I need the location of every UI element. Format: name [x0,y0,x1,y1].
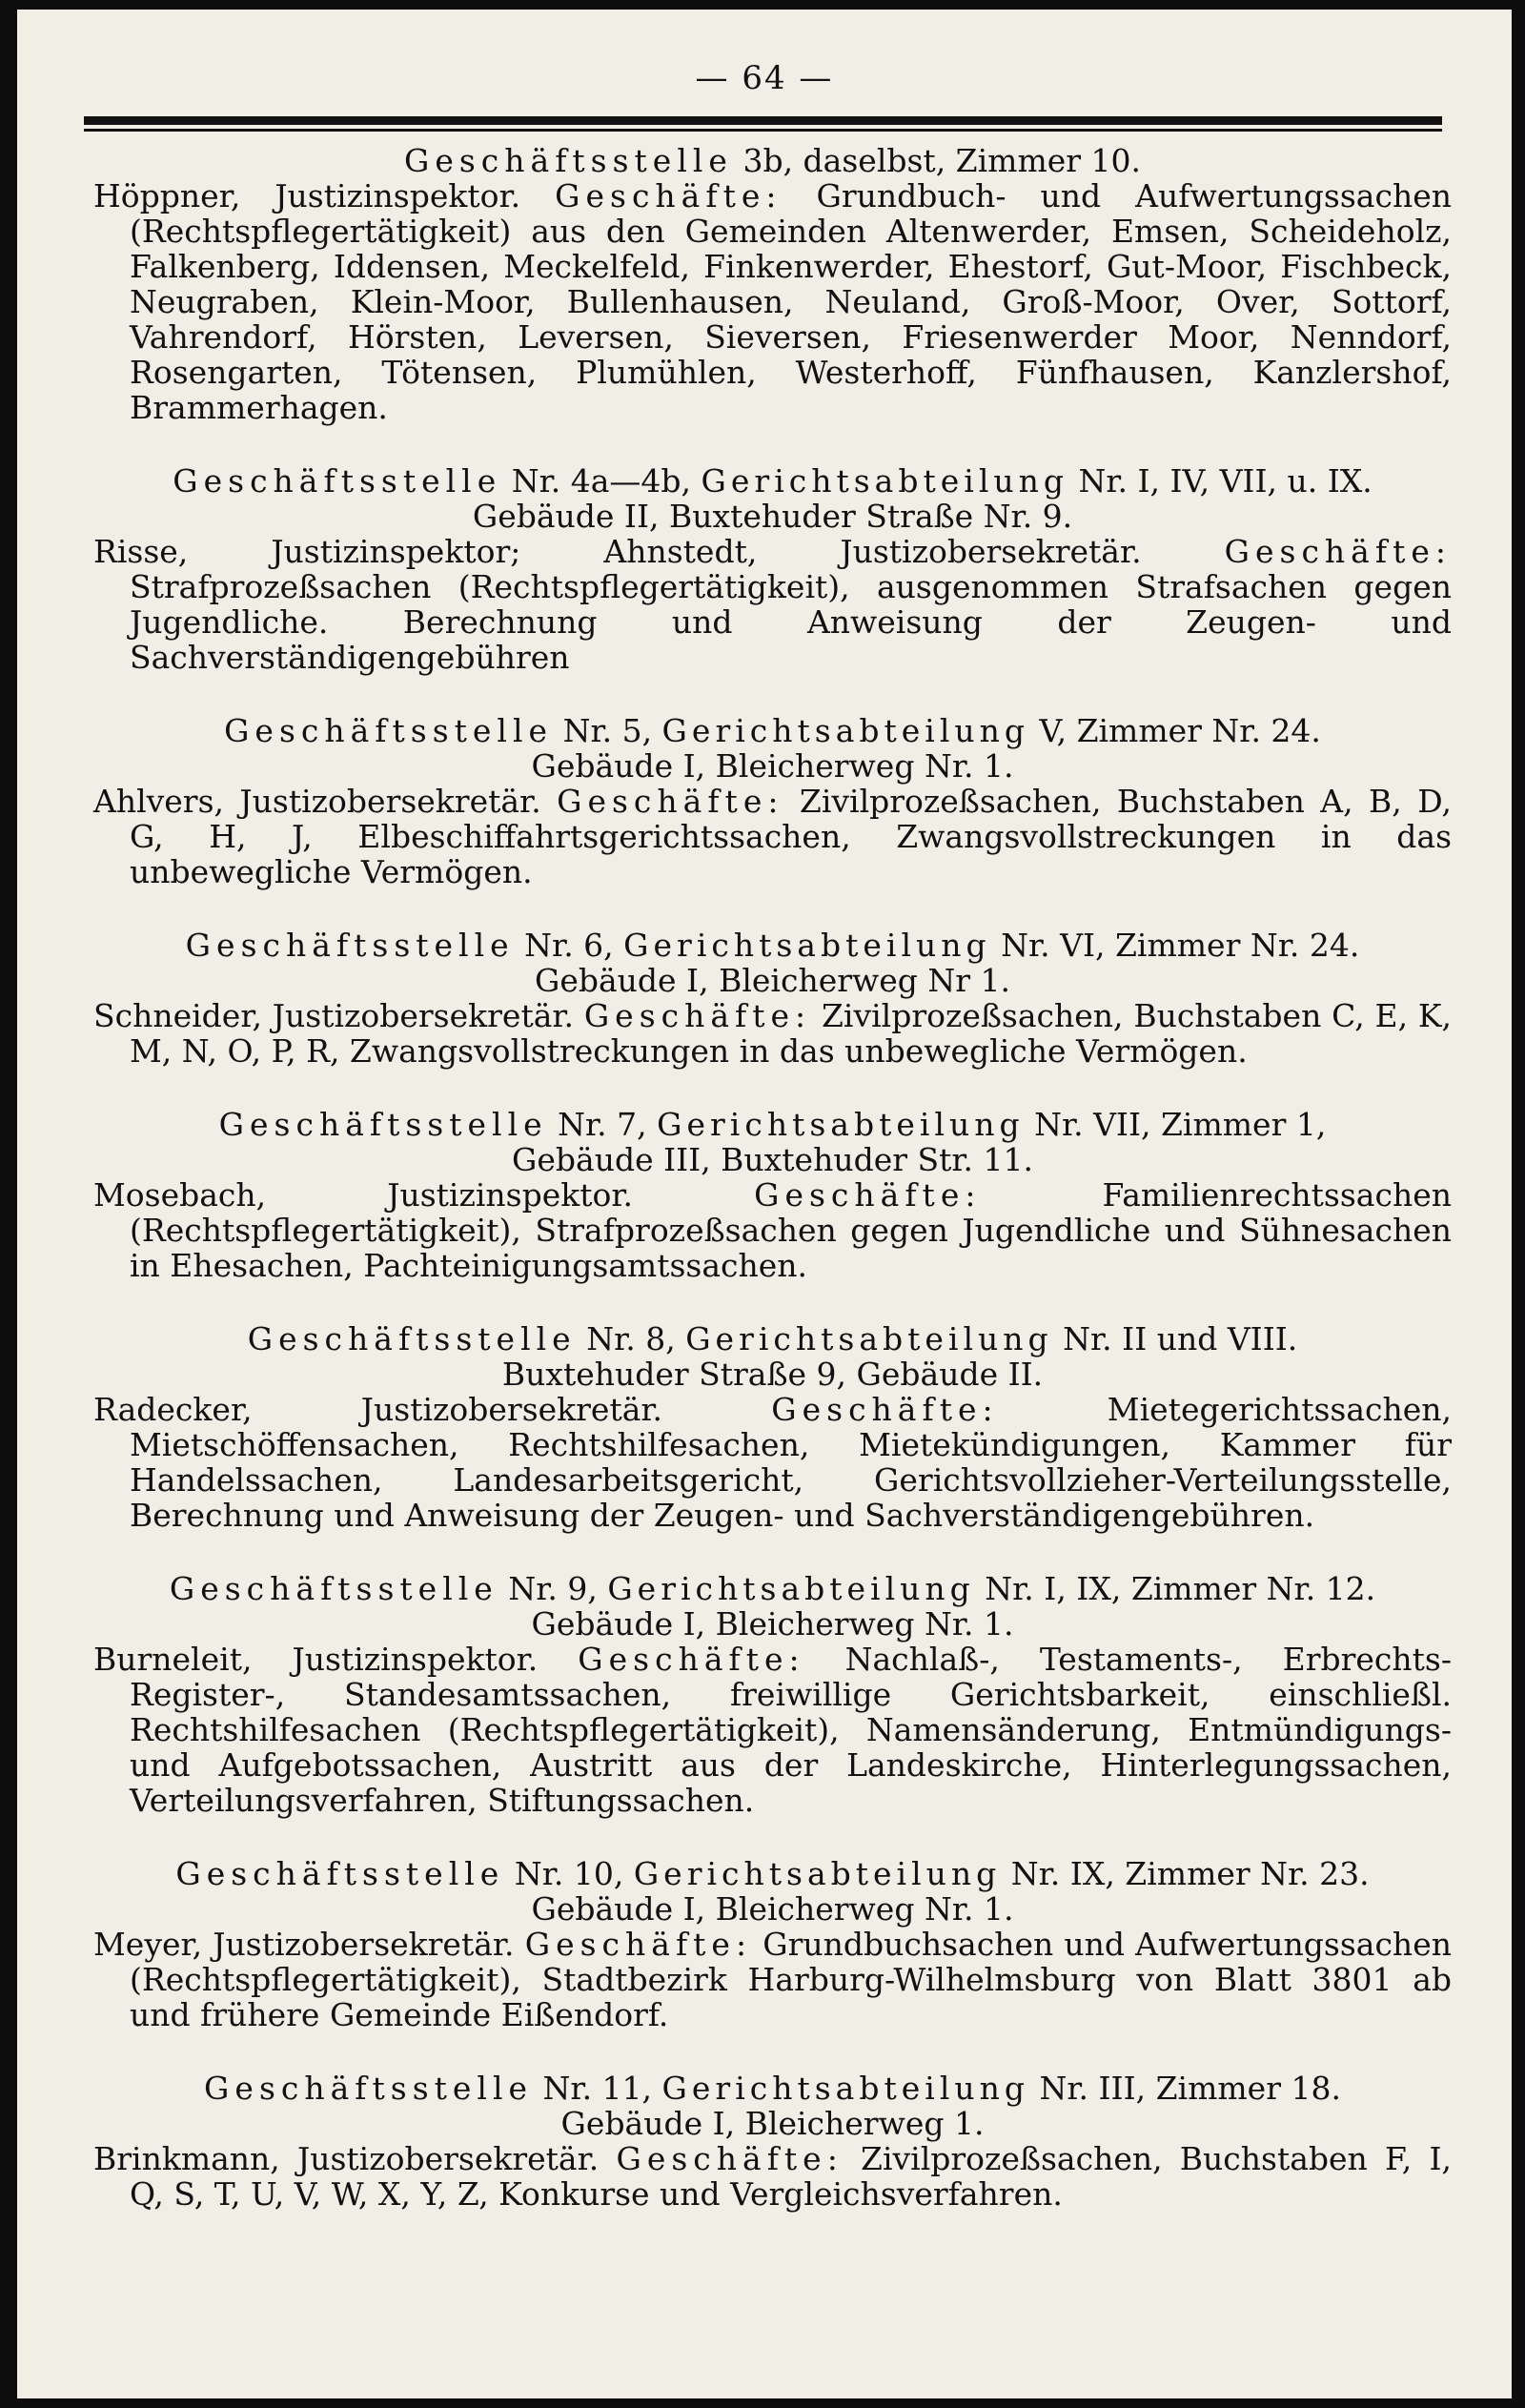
duties-text: Strafprozeßsachen (Rechtspflegertätigkeit), ausgenommen Strafsachen gegen Jugendliche. Berechnung und Anweisung der Zeugen- und Sachverständigengebühren [130,568,1452,676]
department-label: Gerichtsabteilung [661,2070,1030,2107]
staff-entry [93,1392,1452,1533]
department-number: Nr. I, IX, Zimmer Nr. 12. [974,1570,1376,1607]
office-section [93,1856,1452,2032]
duties-label: Geschäfte: [557,783,784,820]
staff-name: Meyer, Justizobersekretär. [93,1926,515,1963]
office-section [93,1321,1452,1533]
office-section [93,1571,1452,1818]
office-label: Geschäftsstelle [403,142,733,179]
department-number: Nr. VII, Zimmer 1, [1024,1106,1327,1143]
section-heading [93,713,1452,748]
department-label: Gerichtsabteilung [623,927,991,964]
office-label: Geschäftsstelle [173,462,502,500]
staff-entry [93,534,1452,675]
office-location: 3b, daselbst, Zimmer 10. [732,142,1142,179]
staff-name: Mosebach, Justizinspektor. [93,1176,634,1214]
document-body [93,143,1452,2250]
duties-text: Grundbuch- und Aufwertungssachen (Rechtspflegertätigkeit) aus den Gemeinden Altenwerder, Emsen, Scheideholz, Falkenberg, Iddensen, Meckelfeld, Finkenwerder, Ehestorf, Gut-Moor, Fischbeck, Neugraben, Klein-Moor, Bullenhausen, Neuland, Groß-Moor, Over, Sottorf, Vahrendorf, Hörsten, Leversen, Sieversen, Friesenwerder Moor, Nenndorf, Rosengarten, Tötensen, Plumühlen, Westerhoff, Fünfhausen, Kanzlershof, Brammerhagen. [130,177,1452,426]
section-heading [93,2071,1452,2106]
section-heading [93,928,1452,963]
staff-name: Ahlvers, Justizobersekretär. [93,783,541,820]
staff-name: Radecker, Justizobersekretär. [93,1391,663,1428]
department-number: Nr. III, Zimmer 18. [1029,2070,1341,2107]
header-rule-thick [84,116,1442,125]
section-heading [93,1321,1452,1357]
office-section [93,463,1452,675]
section-heading [93,1856,1452,1891]
staff-name: Schneider, Justizobersekretär. [93,997,575,1034]
department-label: Gerichtsabteilung [661,712,1030,749]
department-number: Nr. II und VIII. [1052,1320,1298,1357]
department-number: Nr. I, IV, VII, u. IX. [1068,462,1372,500]
building-address: Gebäude I, Bleicherweg Nr. 1. [531,1890,1014,1928]
duties-text: Familienrechtssachen (Rechtspflegertätigkeit), Strafprozeßsachen gegen Jugendliche und Sühnesachen in Ehesachen, Pachteinigungsamtssachen. [130,1176,1452,1284]
duties-label: Geschäfte: [583,997,812,1034]
office-section [93,143,1452,425]
office-label: Geschäftsstelle [175,1855,505,1892]
staff-entry [93,1177,1452,1283]
building-address: Buxtehuder Straße 9, Gebäude II. [501,1356,1044,1393]
section-heading [93,1107,1452,1142]
duties-label: Geschäfte: [771,1391,999,1428]
building-address: Gebäude I, Bleicherweg 1. [560,2105,985,2142]
duties-label: Geschäfte: [616,2140,844,2177]
office-section [93,928,1452,1069]
office-number: Nr. 7, [547,1106,658,1143]
staff-name: Brinkmann, Justizobersekretär. [93,2140,600,2177]
building-address: Gebäude III, Buxtehuder Str. 11. [512,1141,1033,1178]
duties-label: Geschäfte: [555,177,783,214]
staff-name: Burneleit, Justizinspektor. [93,1641,539,1678]
office-number: Nr. 8, [576,1320,686,1357]
staff-entry [93,1642,1452,1818]
office-label: Geschäftsstelle [218,1106,548,1143]
section-heading [93,1571,1452,1606]
building-address: Gebäude II, Buxtehuder Straße Nr. 9. [472,498,1073,535]
section-heading [93,143,1452,178]
department-label: Gerichtsabteilung [633,1855,1002,1892]
office-number: Nr. 5, [553,712,662,749]
building-address: Gebäude I, Bleicherweg Nr. 1. [531,1605,1014,1643]
duties-text: Grundbuchsachen und Aufwertungssachen (Rechtspflegertätigkeit), Stadtbezirk Harburg-Wilhelmsburg von Blatt 3801 ab und frühere Gemeinde Eißendorf. [130,1926,1452,2033]
building-address: Gebäude I, Bleicherweg Nr 1. [534,962,1011,999]
duties-label: Geschäfte: [1224,533,1452,570]
office-section [93,1107,1452,1283]
duties-label: Geschäfte: [524,1926,753,1963]
duties-text: Zivilprozeßsachen, Buchstaben C, E, K, M, N, O, P, R, Zwangsvollstreckungen in das unbewegliche Vermögen. [130,997,1452,1070]
department-label: Gerichtsabteilung [657,1106,1025,1143]
office-label: Geschäftsstelle [247,1320,577,1357]
office-number: Nr. 4a—4b, [501,462,702,500]
duties-text: Nachlaß-, Testaments-, Erbrechts-Register-, Standesamtssachen, freiwillige Gerichtsbarkeit, einschließl. Rechtshilfesachen (Rechtspflegertätigkeit), Namensänderung, Entmündigungs- und Aufgebotssachen, Austritt aus der Landeskirche, Hinterlegungssachen, Verteilungsverfahren, Stiftungssachen. [130,1641,1452,1819]
office-label: Geschäftsstelle [204,2070,534,2107]
section-heading [93,463,1452,499]
office-label: Geschäftsstelle [169,1570,498,1607]
department-number: V, Zimmer Nr. 24. [1029,712,1321,749]
department-label: Gerichtsabteilung [701,462,1069,500]
staff-entry [93,178,1452,425]
office-label: Geschäftsstelle [224,712,554,749]
duties-text: Mietegerichtssachen, Mietschöffensachen, Rechtshilfesachen, Mietekündigungen, Kammer für Handelssachen, Landesarbeitsgericht, Gerichtsvollzieher-Verteilungsstelle, Berechnung und Anweisung der Zeugen- und Sachverständigengebühren. [130,1391,1453,1534]
header-rule-thin [84,129,1442,132]
staff-entry [93,1927,1452,2032]
office-number: Nr. 9, [498,1570,608,1607]
staff-entry [93,2141,1452,2212]
office-number: Nr. 6, [514,927,624,964]
staff-entry [93,784,1452,889]
office-number: Nr. 11, [533,2070,662,2107]
department-number: Nr. IX, Zimmer Nr. 23. [1001,1855,1370,1892]
department-label: Gerichtsabteilung [685,1320,1053,1357]
staff-entry [93,998,1452,1069]
staff-name: Höppner, Justizinspektor. [93,177,521,214]
duties-label: Geschäfte: [754,1176,982,1214]
office-section [93,2071,1452,2212]
page-number: — 64 — [695,59,834,97]
duties-label: Geschäfte: [578,1641,805,1678]
office-label: Geschäftsstelle [185,927,515,964]
staff-name: Risse, Justizinspektor; Ahnstedt, Justizobersekretär. [93,533,1142,570]
document-page [17,10,1512,2398]
duties-text: Zivilprozeßsachen, Buchstaben F, I, Q, S, T, U, V, W, X, Y, Z, Konkurse und Vergleichsverfahren. [130,2140,1452,2213]
office-section [93,713,1452,889]
office-number: Nr. 10, [504,1855,634,1892]
department-label: Gerichtsabteilung [607,1570,975,1607]
building-address: Gebäude I, Bleicherweg Nr. 1. [531,747,1014,785]
department-number: Nr. VI, Zimmer Nr. 24. [990,927,1360,964]
duties-text: Zivilprozeßsachen, Buchstaben A, B, D, G, H, J, Elbeschiffahrtsgerichtssachen, Zwangsvollstreckungen in das unbewegliche Vermögen. [130,783,1452,890]
